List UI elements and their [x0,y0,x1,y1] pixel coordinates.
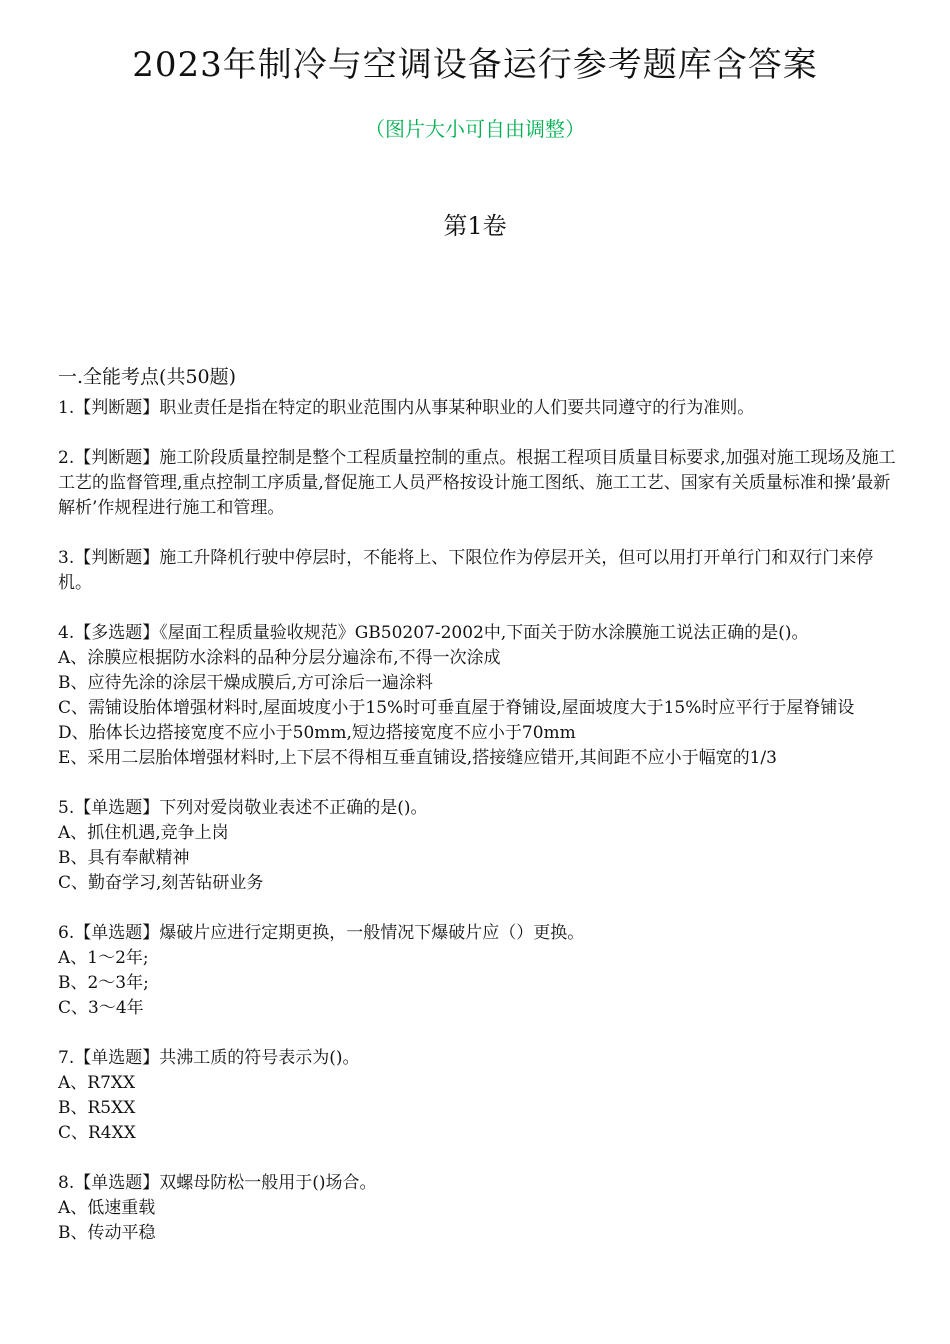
question-item [58,921,898,1021]
question-option: C、R4XX [58,1123,136,1143]
question-stem: 8.【单选题】双螺母防松一般用于()场合。 [58,1173,377,1193]
question-stem: 1.【判断题】职业责任是指在特定的职业范围内从事某种职业的人们要共同遵守的行为准则。 [58,398,755,418]
question-option: A、R7XX [58,1073,136,1093]
question-item [58,1171,898,1246]
question-stem: 3.【判断题】施工升降机行驶中停层时，不能将上、下限位作为停层开关，但可以用打开单行门和双行门来停机。 [58,548,874,593]
question-option: B、传动平稳 [58,1223,156,1243]
question-option: C、3～4年 [58,998,144,1018]
question-option: D、胎体长边搭接宽度不应小于50mm,短边搭接宽度不应小于70mm [58,723,576,743]
question-stem: 6.【单选题】爆破片应进行定期更换，一般情况下爆破片应（）更换。 [58,923,585,943]
question-option: A、低速重载 [58,1198,156,1218]
question-item [58,621,898,771]
question-option: C、需铺设胎体增强材料时,屋面坡度小于15%时可垂直屋于脊铺设,屋面坡度大于15%时应平行于屋脊铺设 [58,698,855,718]
question-option: B、2～3年; [58,973,149,993]
volume-heading: 第1卷 [443,212,507,240]
question-option: C、勤奋学习,刻苦钻研业务 [58,873,264,893]
question-option: B、具有奉献精神 [58,848,190,868]
question-item [58,1046,898,1146]
question-item [58,546,898,596]
document-title: 2023年制冷与空调设备运行参考题库含答案 [132,45,818,85]
question-item [58,396,898,421]
question-option: A、涂膜应根据防水涂料的品种分层分遍涂布,不得一次涂成 [58,648,501,668]
document-subtitle: （图片大小可自由调整） [365,117,585,141]
question-item [58,796,898,896]
question-stem: 5.【单选题】下列对爱岗敬业表述不正确的是()。 [58,798,428,818]
question-option: A、1～2年; [58,948,149,968]
question-item [58,446,898,521]
question-option: E、采用二层胎体增强材料时,上下层不得相互垂直铺设,搭接缝应错开,其间距不应小于幅宽的1/3 [58,748,777,768]
question-stem: 2.【判断题】施工阶段质量控制是整个工程质量控制的重点。根据工程项目质量目标要求,加强对施工现场及施工工艺的监督管理,重点控制工序质量,督促施工人员严格按设计施工图纸、施工工艺、国家有关质量标准和操’最新解析’作规程进行施工和管理。 [58,448,896,518]
question-stem: 4.【多选题】《屋面工程质量验收规范》GB50207-2002中,下面关于防水涂膜施工说法正确的是()。 [58,623,809,643]
section-title: 一.全能考点(共50题) [58,366,237,388]
question-option: A、抓住机遇,竞争上岗 [58,823,229,843]
question-list [58,396,898,1246]
question-option: B、应待先涂的涂层干燥成膜后,方可涂后一遍涂料 [58,673,433,693]
question-option: B、R5XX [58,1098,136,1118]
question-stem: 7.【单选题】共沸工质的符号表示为()。 [58,1048,360,1068]
question-section [58,362,898,1271]
